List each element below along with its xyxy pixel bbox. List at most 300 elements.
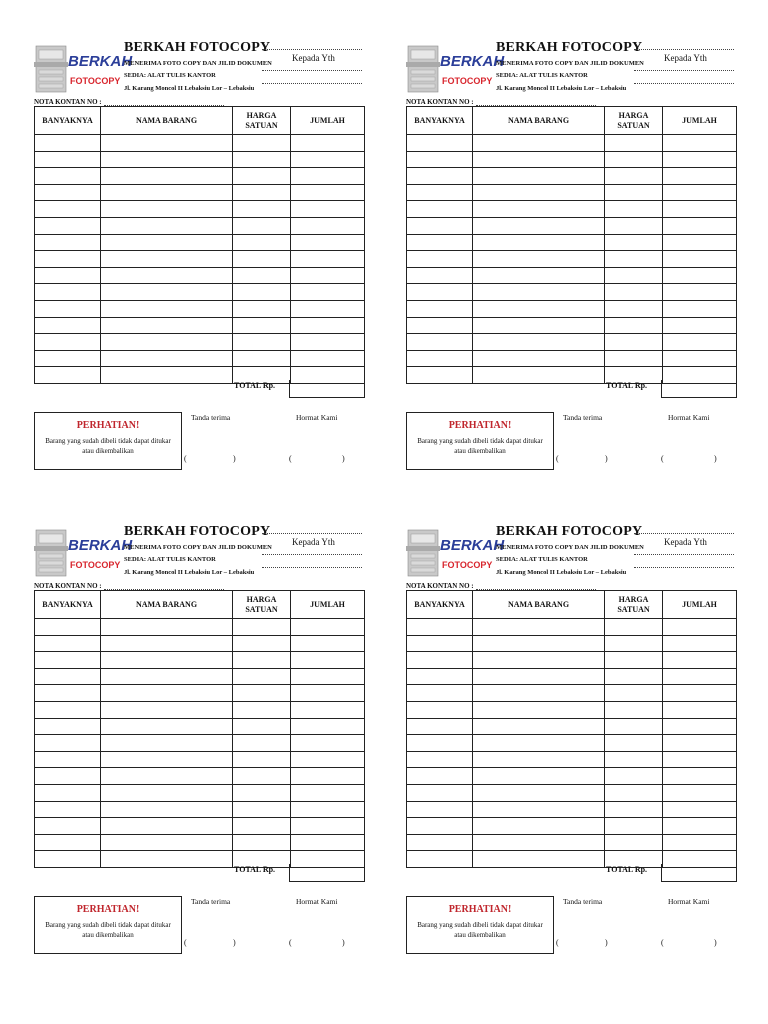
column-header: HARGA SATUAN — [233, 107, 291, 135]
table-cell — [605, 718, 663, 735]
table-row — [407, 284, 737, 301]
recipient-line — [262, 70, 362, 71]
table-cell — [473, 668, 605, 685]
table-cell — [35, 751, 101, 768]
table-row — [35, 668, 365, 685]
table-cell — [663, 801, 737, 818]
table-cell — [473, 300, 605, 317]
signature-paren: ( — [289, 938, 292, 947]
table-cell — [101, 217, 233, 234]
table-cell — [233, 284, 291, 301]
column-header: JUMLAH — [291, 591, 365, 619]
seller-signature-label: Hormat Kami — [296, 413, 338, 422]
table-cell — [473, 801, 605, 818]
table-cell — [291, 818, 365, 835]
table-cell — [291, 668, 365, 685]
table-cell — [663, 668, 737, 685]
table-row — [35, 652, 365, 669]
logo-subtext: FOTOCOPY — [442, 560, 493, 570]
notice-box — [406, 412, 554, 470]
table-cell — [473, 735, 605, 752]
table-cell — [101, 300, 233, 317]
table-cell — [473, 818, 605, 835]
table-cell — [291, 635, 365, 652]
table-cell — [291, 350, 365, 367]
signature-paren: ( — [661, 938, 664, 947]
signature-paren: ) — [714, 454, 717, 463]
table-cell — [35, 284, 101, 301]
supplies-line: SEDIA: ALAT TULIS KANTOR — [496, 556, 588, 563]
column-header: JUMLAH — [663, 107, 737, 135]
table-cell — [35, 317, 101, 334]
total-label: TOTAL Rp. — [606, 865, 648, 874]
table-cell — [407, 135, 473, 152]
table-row — [35, 751, 365, 768]
table-cell — [473, 317, 605, 334]
table-cell — [605, 834, 663, 851]
table-cell — [233, 234, 291, 251]
table-cell — [663, 284, 737, 301]
items-table — [34, 106, 365, 384]
table-cell — [233, 801, 291, 818]
table-cell — [101, 818, 233, 835]
table-row — [407, 834, 737, 851]
table-row — [407, 267, 737, 284]
table-cell — [291, 201, 365, 218]
table-cell — [473, 267, 605, 284]
table-cell — [663, 685, 737, 702]
receipt-number: NOTA KONTAN NO : — [406, 582, 596, 590]
table-cell — [101, 834, 233, 851]
table-cell — [663, 234, 737, 251]
table-cell — [605, 334, 663, 351]
notice-title: PERHATIAN! — [76, 420, 140, 431]
table-cell — [605, 284, 663, 301]
table-cell — [233, 334, 291, 351]
table-row — [407, 718, 737, 735]
table-cell — [407, 751, 473, 768]
table-cell — [35, 184, 101, 201]
table-cell — [663, 217, 737, 234]
table-row — [407, 635, 737, 652]
column-header: JUMLAH — [291, 107, 365, 135]
table-row — [35, 317, 365, 334]
column-header: NAMA BARANG — [473, 107, 605, 135]
table-cell — [233, 201, 291, 218]
table-row — [35, 217, 365, 234]
total-field — [661, 864, 737, 882]
services-line: MENERIMA FOTO COPY DAN JILID DOKUMEN — [496, 544, 644, 551]
table-cell — [605, 768, 663, 785]
table-row — [407, 801, 737, 818]
recipient-line — [634, 70, 734, 71]
table-row — [407, 350, 737, 367]
table-cell — [35, 801, 101, 818]
address-line: Jl. Karang Moncol II Lebaksiu Lor – Lebaksiu — [496, 569, 627, 576]
table-row — [407, 300, 737, 317]
table-cell — [35, 718, 101, 735]
table-row — [35, 284, 365, 301]
recipient-line — [634, 567, 734, 568]
table-cell — [605, 201, 663, 218]
table-cell — [407, 201, 473, 218]
notice-box — [34, 896, 182, 954]
table-cell — [101, 701, 233, 718]
signature-paren: ( — [184, 938, 187, 947]
table-cell — [663, 701, 737, 718]
signature-paren: ) — [233, 938, 236, 947]
table-cell — [473, 201, 605, 218]
receipt-form — [406, 524, 736, 984]
table-cell — [663, 718, 737, 735]
table-cell — [35, 151, 101, 168]
table-cell — [407, 317, 473, 334]
column-header: BANYAKNYA — [407, 591, 473, 619]
recipient-line — [634, 554, 734, 555]
table-cell — [101, 685, 233, 702]
table-cell — [291, 284, 365, 301]
table-cell — [233, 168, 291, 185]
table-cell — [605, 350, 663, 367]
table-cell — [101, 234, 233, 251]
table-cell — [233, 718, 291, 735]
received-signature-label: Tanda terima — [563, 413, 603, 422]
table-row — [35, 768, 365, 785]
table-header — [35, 591, 365, 619]
table-cell — [663, 184, 737, 201]
table-cell — [233, 735, 291, 752]
table-cell — [605, 184, 663, 201]
table-cell — [291, 784, 365, 801]
copier-logo-icon — [34, 40, 133, 96]
table-cell — [473, 234, 605, 251]
table-row — [407, 668, 737, 685]
table-cell — [663, 818, 737, 835]
received-signature-label: Tanda terima — [191, 413, 231, 422]
table-cell — [291, 300, 365, 317]
table-cell — [291, 751, 365, 768]
table-row — [35, 300, 365, 317]
recipient-label: Kepada Yth — [292, 53, 335, 63]
table-cell — [233, 350, 291, 367]
table-row — [407, 135, 737, 152]
items-table — [406, 106, 737, 384]
signature-paren: ( — [556, 938, 559, 947]
table-cell — [101, 619, 233, 636]
table-row — [407, 751, 737, 768]
table-cell — [101, 635, 233, 652]
signature-paren: ) — [233, 454, 236, 463]
receipt-number: NOTA KONTAN NO : — [34, 98, 224, 106]
table-cell — [605, 751, 663, 768]
table-cell — [233, 701, 291, 718]
seller-signature-label: Hormat Kami — [296, 897, 338, 906]
table-cell — [473, 284, 605, 301]
table-row — [407, 735, 737, 752]
table-cell — [407, 768, 473, 785]
signature-paren: ) — [342, 454, 345, 463]
table-cell — [605, 735, 663, 752]
table-cell — [233, 300, 291, 317]
column-header: BANYAKNYA — [407, 107, 473, 135]
table-cell — [407, 784, 473, 801]
table-header — [407, 591, 737, 619]
table-cell — [291, 334, 365, 351]
table-cell — [101, 668, 233, 685]
signature-paren: ( — [556, 454, 559, 463]
table-cell — [291, 317, 365, 334]
table-row — [407, 317, 737, 334]
table-cell — [473, 350, 605, 367]
table-cell — [473, 685, 605, 702]
company-name: BERKAH FOTOCOPY — [496, 40, 643, 55]
table-cell — [407, 735, 473, 752]
recipient-line — [634, 533, 734, 534]
table-cell — [101, 784, 233, 801]
notice-box — [34, 412, 182, 470]
notice-title: PERHATIAN! — [448, 420, 512, 431]
total-row — [406, 380, 736, 398]
total-row — [406, 864, 736, 882]
table-row — [407, 818, 737, 835]
table-cell — [407, 701, 473, 718]
table-cell — [291, 768, 365, 785]
table-cell — [233, 751, 291, 768]
address-line: Jl. Karang Moncol II Lebaksiu Lor – Lebaksiu — [124, 85, 255, 92]
table-cell — [291, 718, 365, 735]
column-header: BANYAKNYA — [35, 591, 101, 619]
table-cell — [663, 317, 737, 334]
table-cell — [35, 251, 101, 268]
table-cell — [291, 685, 365, 702]
table-cell — [407, 834, 473, 851]
table-row — [35, 135, 365, 152]
table-row — [407, 151, 737, 168]
recipient-line — [262, 567, 362, 568]
table-row — [35, 701, 365, 718]
table-cell — [663, 652, 737, 669]
total-field — [661, 380, 737, 398]
table-cell — [233, 317, 291, 334]
table-cell — [473, 184, 605, 201]
table-row — [407, 201, 737, 218]
table-cell — [233, 818, 291, 835]
table-cell — [233, 217, 291, 234]
table-cell — [473, 701, 605, 718]
table-cell — [101, 768, 233, 785]
table-row — [407, 784, 737, 801]
table-cell — [407, 217, 473, 234]
table-cell — [407, 350, 473, 367]
table-cell — [605, 635, 663, 652]
table-row — [35, 635, 365, 652]
address-line: Jl. Karang Moncol II Lebaksiu Lor – Lebaksiu — [124, 569, 255, 576]
received-signature-label: Tanda terima — [191, 897, 231, 906]
table-cell — [291, 217, 365, 234]
table-row — [407, 184, 737, 201]
table-cell — [407, 334, 473, 351]
table-cell — [233, 668, 291, 685]
table-cell — [35, 685, 101, 702]
table-cell — [663, 168, 737, 185]
total-row — [34, 864, 364, 882]
table-cell — [291, 267, 365, 284]
signature-paren: ) — [714, 938, 717, 947]
table-row — [35, 818, 365, 835]
table-cell — [407, 652, 473, 669]
table-cell — [605, 317, 663, 334]
table-row — [35, 619, 365, 636]
table-header — [35, 107, 365, 135]
table-cell — [35, 300, 101, 317]
table-cell — [605, 234, 663, 251]
table-cell — [663, 350, 737, 367]
table-cell — [473, 834, 605, 851]
table-cell — [35, 619, 101, 636]
table-cell — [407, 267, 473, 284]
seller-signature-label: Hormat Kami — [668, 897, 710, 906]
services-line: MENERIMA FOTO COPY DAN JILID DOKUMEN — [496, 60, 644, 67]
signature-paren: ) — [342, 938, 345, 947]
table-cell — [605, 784, 663, 801]
table-row — [35, 801, 365, 818]
recipient-line — [262, 554, 362, 555]
table-row — [35, 151, 365, 168]
table-cell — [101, 267, 233, 284]
column-header: NAMA BARANG — [473, 591, 605, 619]
copier-logo-icon — [406, 40, 505, 96]
table-cell — [473, 635, 605, 652]
table-cell — [233, 267, 291, 284]
table-cell — [605, 251, 663, 268]
table-cell — [35, 334, 101, 351]
table-cell — [663, 735, 737, 752]
recipient-label: Kepada Yth — [664, 537, 707, 547]
table-cell — [233, 184, 291, 201]
table-cell — [233, 768, 291, 785]
notice-message: Barang yang sudah dibeli tidak dapat ditukar atau dikembalikan — [45, 921, 171, 939]
table-cell — [101, 718, 233, 735]
table-cell — [233, 135, 291, 152]
table-cell — [35, 701, 101, 718]
receipt-form — [34, 40, 364, 500]
company-name: BERKAH FOTOCOPY — [124, 40, 271, 55]
table-cell — [473, 135, 605, 152]
table-cell — [35, 168, 101, 185]
table-cell — [407, 284, 473, 301]
recipient-label: Kepada Yth — [292, 537, 335, 547]
copier-logo-icon — [34, 524, 133, 580]
table-cell — [233, 652, 291, 669]
recipient-line — [262, 83, 362, 84]
signature-paren: ( — [289, 454, 292, 463]
column-header: HARGA SATUAN — [605, 591, 663, 619]
table-cell — [291, 251, 365, 268]
total-label: TOTAL Rp. — [234, 381, 276, 390]
supplies-line: SEDIA: ALAT TULIS KANTOR — [124, 556, 216, 563]
table-cell — [663, 768, 737, 785]
logo-text: BERKAH — [440, 537, 505, 554]
table-row — [407, 768, 737, 785]
notice-message: Barang yang sudah dibeli tidak dapat ditukar atau dikembalikan — [417, 437, 543, 455]
table-cell — [291, 619, 365, 636]
supplies-line: SEDIA: ALAT TULIS KANTOR — [124, 72, 216, 79]
table-row — [35, 735, 365, 752]
table-cell — [291, 701, 365, 718]
table-cell — [35, 135, 101, 152]
receipt-number: NOTA KONTAN NO : — [406, 98, 596, 106]
recipient-line — [262, 49, 362, 50]
table-cell — [473, 751, 605, 768]
table-cell — [407, 251, 473, 268]
table-cell — [291, 801, 365, 818]
table-cell — [101, 751, 233, 768]
table-cell — [233, 685, 291, 702]
total-row — [34, 380, 364, 398]
items-table — [34, 590, 365, 868]
table-row — [35, 685, 365, 702]
table-row — [407, 251, 737, 268]
table-row — [407, 685, 737, 702]
table-cell — [663, 334, 737, 351]
table-cell — [605, 685, 663, 702]
table-cell — [35, 217, 101, 234]
table-cell — [101, 251, 233, 268]
signature-paren: ( — [184, 454, 187, 463]
logo-text: BERKAH — [68, 537, 133, 554]
signature-paren: ) — [605, 938, 608, 947]
table-cell — [101, 201, 233, 218]
table-cell — [101, 317, 233, 334]
table-row — [35, 251, 365, 268]
table-cell — [473, 652, 605, 669]
table-cell — [663, 619, 737, 636]
table-cell — [473, 151, 605, 168]
table-cell — [291, 135, 365, 152]
column-header: BANYAKNYA — [35, 107, 101, 135]
table-cell — [473, 619, 605, 636]
table-cell — [407, 818, 473, 835]
table-cell — [35, 735, 101, 752]
received-signature-label: Tanda terima — [563, 897, 603, 906]
column-header: HARGA SATUAN — [233, 591, 291, 619]
logo-subtext: FOTOCOPY — [70, 76, 121, 86]
table-row — [35, 267, 365, 284]
table-cell — [101, 801, 233, 818]
table-cell — [35, 834, 101, 851]
address-line: Jl. Karang Moncol II Lebaksiu Lor – Lebaksiu — [496, 85, 627, 92]
receipt-number: NOTA KONTAN NO : — [34, 582, 224, 590]
table-cell — [101, 135, 233, 152]
table-row — [407, 217, 737, 234]
table-cell — [663, 151, 737, 168]
receipt-form — [34, 524, 364, 984]
table-cell — [291, 168, 365, 185]
logo-subtext: FOTOCOPY — [442, 76, 493, 86]
table-cell — [663, 251, 737, 268]
table-cell — [663, 784, 737, 801]
table-cell — [605, 151, 663, 168]
signature-paren: ( — [661, 454, 664, 463]
column-header: HARGA SATUAN — [605, 107, 663, 135]
items-table — [406, 590, 737, 868]
table-cell — [35, 201, 101, 218]
seller-signature-label: Hormat Kami — [668, 413, 710, 422]
table-cell — [35, 668, 101, 685]
table-cell — [101, 735, 233, 752]
table-cell — [35, 635, 101, 652]
table-cell — [101, 284, 233, 301]
